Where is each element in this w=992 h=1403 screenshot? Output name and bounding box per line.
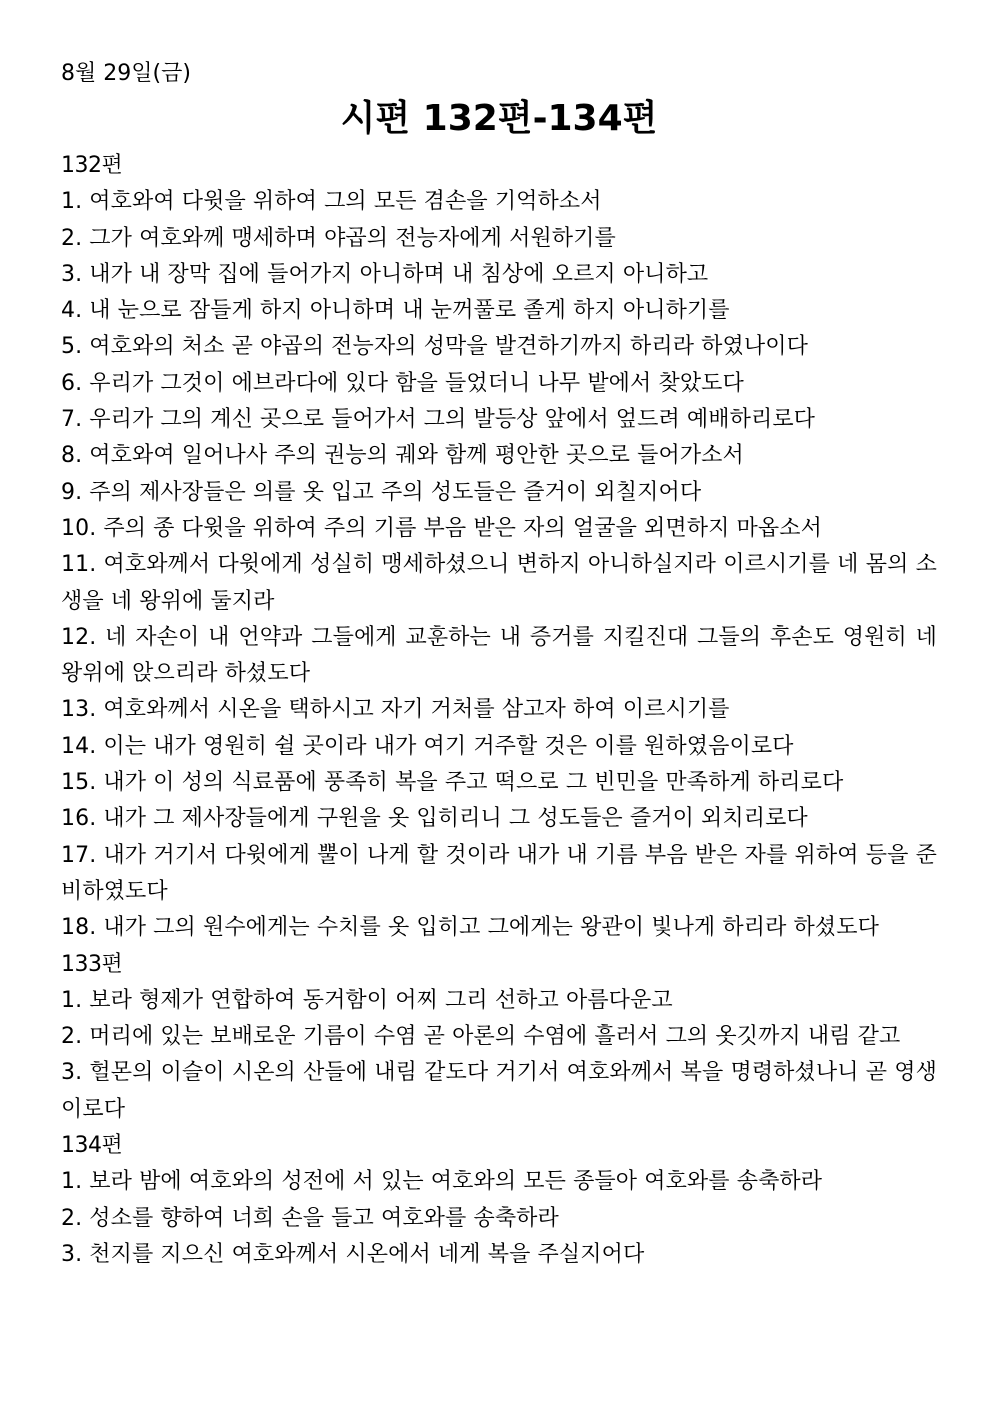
verse: 3. 천지를 지으신 여호와께서 시온에서 네게 복을 주실지어다	[61, 1241, 645, 1267]
date-line: 8월 29일(금)	[61, 61, 191, 86]
psalm-133-section	[61, 947, 937, 1128]
verse: 3. 내가 내 장막 집에 들어가지 아니하며 내 침상에 오르지 아니하고	[61, 261, 709, 287]
verse: 2. 그가 여호와께 맹세하며 야곱의 전능자에게 서원하기를	[61, 225, 616, 251]
psalm-134-section	[61, 1128, 937, 1273]
section-heading: 132편	[61, 153, 123, 178]
verse: 14. 이는 내가 영원히 쉴 곳이라 내가 여기 거주할 것은 이를 원하였음이로다	[61, 733, 794, 759]
psalm-132-section	[61, 148, 937, 947]
verse: 1. 보라 형제가 연합하여 동거함이 어찌 그리 선하고 아름다운고	[61, 987, 673, 1013]
verse: 18. 내가 그의 원수에게는 수치를 옷 입히고 그에게는 왕관이 빛나게 하리라 하셨도다	[61, 915, 879, 941]
verse: 6. 우리가 그것이 에브라다에 있다 함을 들었더니 나무 밭에서 찾았도다	[61, 370, 744, 396]
verse: 4. 내 눈으로 잠들게 하지 아니하며 내 눈꺼풀로 졸게 하지 아니하기를	[61, 298, 730, 324]
verse: 10. 주의 종 다윗을 위하여 주의 기름 부음 받은 자의 얼굴을 외면하지 마옵소서	[61, 515, 822, 541]
verse: 17. 내가 거기서 다윗에게 뿔이 나게 할 것이라 내가 내 기름 부음 받은 자를 위하여 등을 준비하였도다	[61, 842, 937, 904]
verse: 3. 헐몬의 이슬이 시온의 산들에 내림 같도다 거기서 여호와께서 복을 명령하셨나니 곧 영생이로다	[61, 1060, 937, 1122]
verse: 1. 여호와여 다윗을 위하여 그의 모든 겸손을 기억하소서	[61, 189, 602, 215]
section-heading: 133편	[61, 951, 123, 977]
verse: 9. 주의 제사장들은 의를 옷 입고 주의 성도들은 즐거이 외칠지어다	[61, 479, 702, 505]
verse: 5. 여호와의 처소 곧 야곱의 전능자의 성막을 발견하기까지 하리라 하였나이다	[61, 334, 808, 360]
verse: 15. 내가 이 성의 식료품에 풍족히 복을 주고 떡으로 그 빈민을 만족하게 하리로다	[61, 770, 844, 796]
document-page	[61, 56, 937, 1273]
verse: 7. 우리가 그의 계신 곳으로 들어가서 그의 발등상 앞에서 엎드려 예배하리로다	[61, 407, 816, 433]
verse: 11. 여호와께서 다윗에게 성실히 맹세하셨으니 변하지 아니하실지라 이르시기를 네 몸의 소생을 네 왕위에 둘지라	[61, 552, 937, 614]
verse: 16. 내가 그 제사장들에게 구원을 옷 입히리니 그 성도들은 즐거이 외치리로다	[61, 806, 808, 832]
verse: 2. 머리에 있는 보배로운 기름이 수염 곧 아론의 수염에 흘러서 그의 옷깃까지 내림 같고	[61, 1024, 901, 1050]
verse: 1. 보라 밤에 여호와의 성전에 서 있는 여호와의 모든 종들아 여호와를 송축하라	[61, 1169, 823, 1195]
verse: 8. 여호와여 일어나사 주의 권능의 궤와 함께 평안한 곳으로 들어가소서	[61, 443, 744, 469]
verse: 2. 성소를 향하여 너희 손을 들고 여호와를 송축하라	[61, 1205, 559, 1231]
page-title: 시편 132편-134편	[340, 98, 658, 139]
section-heading: 134편	[61, 1133, 123, 1159]
verse: 13. 여호와께서 시온을 택하시고 자기 거처를 삼고자 하여 이르시기를	[61, 697, 730, 723]
verse: 12. 네 자손이 내 언약과 그들에게 교훈하는 내 증거를 지킬진대 그들의 후손도 영원히 네 왕위에 앉으리라 하셨도다	[61, 624, 937, 687]
